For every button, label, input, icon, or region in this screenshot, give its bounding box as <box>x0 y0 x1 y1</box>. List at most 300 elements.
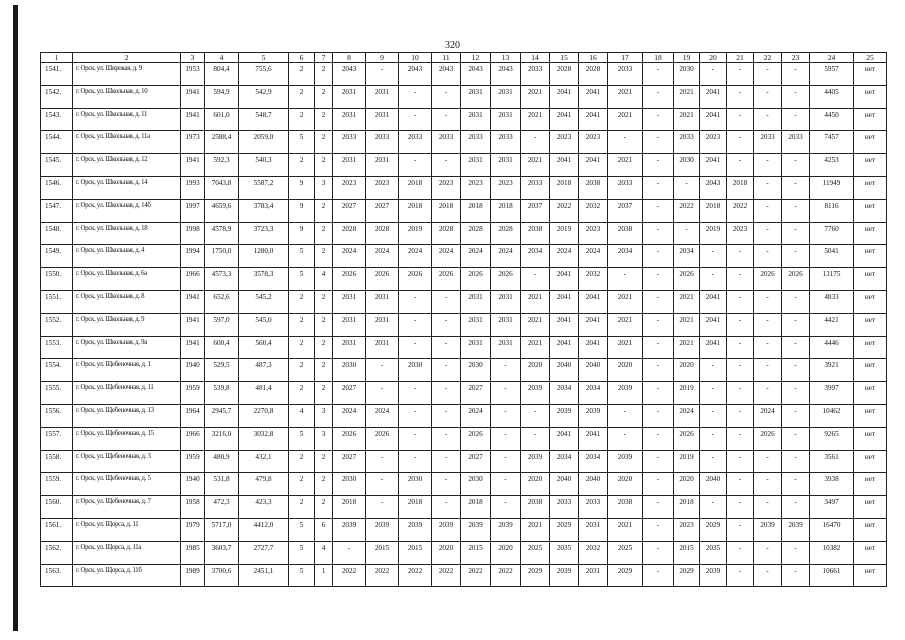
table-cell: 2039 <box>700 564 727 587</box>
table-cell: 2031 <box>461 290 491 313</box>
table-cell: 2024 <box>366 245 399 268</box>
table-cell: 2026 <box>333 268 366 291</box>
table-cell: 9265 <box>810 427 854 450</box>
table-cell: 2 <box>289 108 315 131</box>
row-number-cell: 1551. <box>41 290 73 313</box>
column-header: 17 <box>608 53 643 63</box>
table-row <box>41 108 887 131</box>
table-cell: - <box>754 359 782 382</box>
table-cell: 2040 <box>579 359 608 382</box>
table-row <box>41 450 887 473</box>
table-cell: - <box>782 154 810 177</box>
table-cell: - <box>754 541 782 564</box>
table-cell: 5587,2 <box>239 176 289 199</box>
table-cell: - <box>366 496 399 519</box>
table-cell: нет <box>854 564 887 587</box>
row-number-cell: 1557. <box>41 427 73 450</box>
table-cell: 2033 <box>399 131 432 154</box>
table-cell: 1280,0 <box>239 245 289 268</box>
table-cell: 560,4 <box>239 336 289 359</box>
table-cell: 10462 <box>810 404 854 427</box>
table-cell: - <box>782 176 810 199</box>
table-cell: 2038 <box>521 222 550 245</box>
table-cell: 2022 <box>432 564 461 587</box>
table-row <box>41 518 887 541</box>
row-number-cell: 1550. <box>41 268 73 291</box>
table-cell: 2 <box>315 85 333 108</box>
table-cell: 2 <box>315 131 333 154</box>
table-cell: 545,0 <box>239 313 289 336</box>
table-cell: 3921 <box>810 359 854 382</box>
address-cell: г. Орск, ул. Щебеночная, д. 1 <box>73 359 181 382</box>
table-cell: 529,5 <box>205 359 239 382</box>
table-cell: 3 <box>315 427 333 450</box>
table-cell: 2033 <box>366 131 399 154</box>
table-cell: 2040 <box>550 359 579 382</box>
address-cell: г. Орск, ул. Школьная, д. 14 <box>73 176 181 199</box>
table-cell: 2041 <box>550 268 579 291</box>
table-cell: - <box>399 154 432 177</box>
table-row <box>41 268 887 291</box>
table-cell: нет <box>854 541 887 564</box>
row-number-cell: 1552. <box>41 313 73 336</box>
table-cell: 2026 <box>333 427 366 450</box>
column-header: 18 <box>643 53 674 63</box>
table-cell: 2018 <box>399 176 432 199</box>
table-cell: 2033 <box>608 63 643 86</box>
table-cell: нет <box>854 176 887 199</box>
table-cell: - <box>608 268 643 291</box>
table-cell: - <box>643 450 674 473</box>
table-cell: 2027 <box>461 450 491 473</box>
table-cell: нет <box>854 85 887 108</box>
row-number-cell: 1545. <box>41 154 73 177</box>
table-cell: - <box>643 564 674 587</box>
table-cell: 2028 <box>550 63 579 86</box>
table-cell: 2039 <box>550 564 579 587</box>
table-cell: - <box>754 222 782 245</box>
table-cell: - <box>432 473 461 496</box>
table-cell: 2033 <box>521 63 550 86</box>
table-cell: 2022 <box>550 199 579 222</box>
table-cell: - <box>491 450 521 473</box>
table-cell: 2033 <box>674 131 700 154</box>
table-cell: нет <box>854 518 887 541</box>
table-cell: 2 <box>315 336 333 359</box>
table-cell: 2024 <box>579 245 608 268</box>
table-cell: - <box>432 154 461 177</box>
table-cell: 2023 <box>491 176 521 199</box>
table-cell: 3997 <box>810 382 854 405</box>
table-cell: 2025 <box>521 541 550 564</box>
table-cell: 2033 <box>333 131 366 154</box>
row-number-cell: 1560. <box>41 496 73 519</box>
table-cell: 2040 <box>550 473 579 496</box>
table-cell: 2024 <box>366 404 399 427</box>
table-cell: 2 <box>289 336 315 359</box>
column-header: 15 <box>550 53 579 63</box>
table-cell: нет <box>854 404 887 427</box>
table-cell: 1997 <box>181 199 205 222</box>
table-cell: - <box>782 63 810 86</box>
table-cell: 2027 <box>366 199 399 222</box>
row-number-cell: 1563. <box>41 564 73 587</box>
table-cell: 2031 <box>491 313 521 336</box>
table-cell: 2015 <box>366 541 399 564</box>
table-cell: 1940 <box>181 473 205 496</box>
table-cell: - <box>700 63 727 86</box>
table-cell: 2026 <box>674 268 700 291</box>
table-cell: 5 <box>289 518 315 541</box>
column-header: 23 <box>782 53 810 63</box>
table-cell: 2031 <box>333 336 366 359</box>
table-cell: 1979 <box>181 518 205 541</box>
table-cell: 2020 <box>521 359 550 382</box>
table-cell: 2027 <box>333 199 366 222</box>
table-row <box>41 382 887 405</box>
table-cell: - <box>727 541 754 564</box>
table-cell: - <box>727 268 754 291</box>
table-cell: 2022 <box>491 564 521 587</box>
table-cell: 3783,4 <box>239 199 289 222</box>
table-cell: 2030 <box>333 473 366 496</box>
table-cell: - <box>700 245 727 268</box>
address-cell: г. Орск, ул. Щебеночная, д. 11 <box>73 382 181 405</box>
table-cell: - <box>643 359 674 382</box>
table-cell: - <box>432 496 461 519</box>
table-cell: - <box>643 199 674 222</box>
table-cell: 2022 <box>399 564 432 587</box>
table-cell: - <box>366 63 399 86</box>
table-cell: нет <box>854 496 887 519</box>
table-cell: - <box>643 63 674 86</box>
table-cell: - <box>700 268 727 291</box>
table-cell: 1941 <box>181 336 205 359</box>
table-cell: 3938 <box>810 473 854 496</box>
table-cell: 5717,0 <box>205 518 239 541</box>
table-cell: 2031 <box>461 154 491 177</box>
table-cell: нет <box>854 359 887 382</box>
table-cell: 2 <box>315 154 333 177</box>
row-number-cell: 1554. <box>41 359 73 382</box>
table-cell: 2018 <box>432 199 461 222</box>
table-cell: 2026 <box>674 427 700 450</box>
table-cell: 2 <box>289 473 315 496</box>
table-cell: 2024 <box>461 404 491 427</box>
table-cell: - <box>754 63 782 86</box>
address-cell: г. Орск, ул. Школьная, д. 18 <box>73 222 181 245</box>
table-cell: - <box>782 290 810 313</box>
table-cell: 1994 <box>181 245 205 268</box>
table-cell: 2039 <box>491 518 521 541</box>
table-cell: - <box>782 450 810 473</box>
table-cell: 1973 <box>181 131 205 154</box>
table-cell: 11949 <box>810 176 854 199</box>
table-cell: 2021 <box>674 290 700 313</box>
table-cell: - <box>727 336 754 359</box>
table-cell: 479,8 <box>239 473 289 496</box>
table-cell: 10661 <box>810 564 854 587</box>
table-cell: 2029 <box>550 518 579 541</box>
address-cell: г. Орск, ул. Широкая, д. 9 <box>73 63 181 86</box>
table-cell: 9 <box>289 176 315 199</box>
table-cell: 3032,8 <box>239 427 289 450</box>
table-cell: 2030 <box>461 473 491 496</box>
table-cell: - <box>643 313 674 336</box>
table-cell: 2041 <box>700 108 727 131</box>
column-header: 11 <box>432 53 461 63</box>
table-cell: 2020 <box>432 541 461 564</box>
table-cell: 3723,3 <box>239 222 289 245</box>
table-cell: 2 <box>315 496 333 519</box>
table-cell: 2041 <box>579 108 608 131</box>
table-cell: 3216,0 <box>205 427 239 450</box>
table-cell: 2019 <box>550 222 579 245</box>
table-cell: 6 <box>315 518 333 541</box>
table-cell: - <box>727 313 754 336</box>
table-cell: 2026 <box>491 268 521 291</box>
table-cell: 2043 <box>432 63 461 86</box>
table-cell: - <box>754 290 782 313</box>
column-header: 5 <box>239 53 289 63</box>
table-cell: - <box>491 473 521 496</box>
address-cell: г. Орск, ул. Школьная, д. 12 <box>73 154 181 177</box>
table-cell: 2027 <box>333 382 366 405</box>
table-cell: - <box>754 564 782 587</box>
table-row <box>41 176 887 199</box>
table-cell: 2 <box>289 63 315 86</box>
table-cell: - <box>432 313 461 336</box>
table-cell: 2021 <box>521 336 550 359</box>
table-cell: 2023 <box>674 518 700 541</box>
table-cell: 2041 <box>700 290 727 313</box>
table-cell: 2041 <box>579 427 608 450</box>
address-cell: г. Орск, ул. Школьная, д. 8 <box>73 290 181 313</box>
table-cell: - <box>782 564 810 587</box>
table-cell: - <box>366 382 399 405</box>
table-cell: - <box>643 404 674 427</box>
table-cell: 2041 <box>700 336 727 359</box>
table-cell: - <box>643 222 674 245</box>
table-cell: 2031 <box>491 108 521 131</box>
table-cell: 2031 <box>579 518 608 541</box>
row-number-cell: 1562. <box>41 541 73 564</box>
table-cell: - <box>399 404 432 427</box>
table-cell: - <box>432 336 461 359</box>
table-cell: 2038 <box>521 496 550 519</box>
table-cell: 2033 <box>432 131 461 154</box>
table-cell: 2024 <box>674 404 700 427</box>
table-cell: 2039 <box>754 518 782 541</box>
table-cell: 2029 <box>608 564 643 587</box>
table-cell: 2020 <box>608 359 643 382</box>
address-cell: г. Орск, ул. Школьная, д. 4 <box>73 245 181 268</box>
table-cell: 9 <box>289 199 315 222</box>
table-cell: 2035 <box>700 541 727 564</box>
table-cell: 2021 <box>674 85 700 108</box>
table-cell: - <box>754 473 782 496</box>
table-cell: 1966 <box>181 268 205 291</box>
table-cell: 2039 <box>608 382 643 405</box>
table-cell: 2022 <box>333 564 366 587</box>
table-cell: 2041 <box>550 85 579 108</box>
table-cell: 2037 <box>521 199 550 222</box>
table-cell: 2038 <box>579 176 608 199</box>
table-row <box>41 222 887 245</box>
table-cell: - <box>754 108 782 131</box>
table-cell: 4450 <box>810 108 854 131</box>
table-cell: 2038 <box>608 222 643 245</box>
table-cell: 2018 <box>674 496 700 519</box>
table-cell: 2031 <box>333 290 366 313</box>
table-row <box>41 199 887 222</box>
table-cell: 2033 <box>491 131 521 154</box>
table-cell: 4578,9 <box>205 222 239 245</box>
table-cell: 2015 <box>674 541 700 564</box>
table-cell: 7760 <box>810 222 854 245</box>
table-cell: 2023 <box>550 131 579 154</box>
table-cell: 2022 <box>674 199 700 222</box>
table-cell: - <box>643 268 674 291</box>
table-cell: - <box>754 450 782 473</box>
table-cell: 2032 <box>579 268 608 291</box>
table-cell: 2024 <box>461 245 491 268</box>
table-cell: 3 <box>315 404 333 427</box>
table-cell: 2030 <box>674 154 700 177</box>
column-header: 13 <box>491 53 521 63</box>
table-cell: 2038 <box>608 496 643 519</box>
table-cell: 1941 <box>181 85 205 108</box>
table-cell: 2021 <box>521 290 550 313</box>
table-cell: 2039 <box>579 404 608 427</box>
table-cell: 2034 <box>579 450 608 473</box>
address-cell: г. Орск, ул. Школьная, д. 9а <box>73 336 181 359</box>
table-cell: - <box>727 427 754 450</box>
table-cell: - <box>521 268 550 291</box>
table-cell: 2034 <box>550 382 579 405</box>
row-number-cell: 1546. <box>41 176 73 199</box>
table-cell: 2 <box>315 199 333 222</box>
table-cell: 9 <box>289 222 315 245</box>
table-cell: 597,0 <box>205 313 239 336</box>
table-cell: 2021 <box>521 108 550 131</box>
address-cell: г. Орск, ул. Щебеночная, д. 15 <box>73 427 181 450</box>
table-cell: - <box>754 85 782 108</box>
table-cell: 2026 <box>461 427 491 450</box>
table-cell: 2028 <box>491 222 521 245</box>
table-cell: - <box>643 336 674 359</box>
table-cell: 2024 <box>333 245 366 268</box>
table-cell: - <box>700 404 727 427</box>
row-number-cell: 1553. <box>41 336 73 359</box>
table-cell: 2945,7 <box>205 404 239 427</box>
table-cell: - <box>700 450 727 473</box>
table-cell: 2024 <box>333 404 366 427</box>
table-cell: 2032 <box>579 199 608 222</box>
row-number-cell: 1558. <box>41 450 73 473</box>
table-cell: 804,4 <box>205 63 239 86</box>
table-cell: 2031 <box>491 85 521 108</box>
table-cell: 2031 <box>333 313 366 336</box>
table-cell: 2018 <box>461 496 491 519</box>
table-cell: 2018 <box>700 199 727 222</box>
table-cell: 2030 <box>461 359 491 382</box>
table-cell: 548,7 <box>239 108 289 131</box>
table-cell: 2021 <box>521 85 550 108</box>
table-cell: - <box>782 541 810 564</box>
address-cell: г. Орск, ул. Щебеночная, д. 5 <box>73 473 181 496</box>
table-cell: 2039 <box>461 518 491 541</box>
table-cell: - <box>521 404 550 427</box>
column-header: 4 <box>205 53 239 63</box>
table-cell: 2031 <box>461 313 491 336</box>
column-header: 3 <box>181 53 205 63</box>
table-cell: 2039 <box>432 518 461 541</box>
table-cell: нет <box>854 108 887 131</box>
table-cell: - <box>727 154 754 177</box>
table-cell: 2033 <box>608 176 643 199</box>
table-row <box>41 473 887 496</box>
table-row <box>41 427 887 450</box>
table-cell: 4 <box>289 404 315 427</box>
row-number-cell: 1555. <box>41 382 73 405</box>
table-cell: - <box>399 290 432 313</box>
table-cell: - <box>727 108 754 131</box>
table-cell: 2037 <box>608 199 643 222</box>
table-cell: 2024 <box>432 245 461 268</box>
table-cell: 2 <box>315 245 333 268</box>
table-cell: 2023 <box>366 176 399 199</box>
table-cell: 1993 <box>181 176 205 199</box>
table-cell: 2025 <box>608 541 643 564</box>
table-cell: - <box>700 359 727 382</box>
table-cell: 2031 <box>333 85 366 108</box>
table-cell: - <box>727 496 754 519</box>
table-row <box>41 564 887 587</box>
table-cell: 1959 <box>181 382 205 405</box>
table-cell: - <box>643 108 674 131</box>
table-cell: - <box>399 450 432 473</box>
table-cell: 2039 <box>366 518 399 541</box>
table-cell: - <box>700 382 727 405</box>
table-cell: нет <box>854 222 887 245</box>
table-cell: 481,4 <box>239 382 289 405</box>
table-cell: 2020 <box>674 359 700 382</box>
table-cell: 2039 <box>782 518 810 541</box>
table-cell: 5 <box>289 131 315 154</box>
table-cell: 1941 <box>181 313 205 336</box>
row-number-cell: 1544. <box>41 131 73 154</box>
address-cell: г. Орск, ул. Щорса, д. 11 <box>73 518 181 541</box>
table-cell: 2023 <box>333 176 366 199</box>
table-cell: - <box>674 176 700 199</box>
table-cell: 2028 <box>579 63 608 86</box>
table-cell: - <box>782 382 810 405</box>
table-cell: 2024 <box>550 245 579 268</box>
table-cell: 5041 <box>810 245 854 268</box>
table-cell: 2022 <box>366 564 399 587</box>
row-number-cell: 1548. <box>41 222 73 245</box>
table-cell: 2034 <box>579 382 608 405</box>
table-cell: 2021 <box>608 313 643 336</box>
table-row <box>41 541 887 564</box>
table-cell: 2021 <box>608 290 643 313</box>
address-cell: г. Орск, ул. Щорса, д. 11а <box>73 541 181 564</box>
table-cell: - <box>491 359 521 382</box>
table-cell: нет <box>854 450 887 473</box>
table-cell: 2024 <box>754 404 782 427</box>
table-cell: 2018 <box>399 199 432 222</box>
